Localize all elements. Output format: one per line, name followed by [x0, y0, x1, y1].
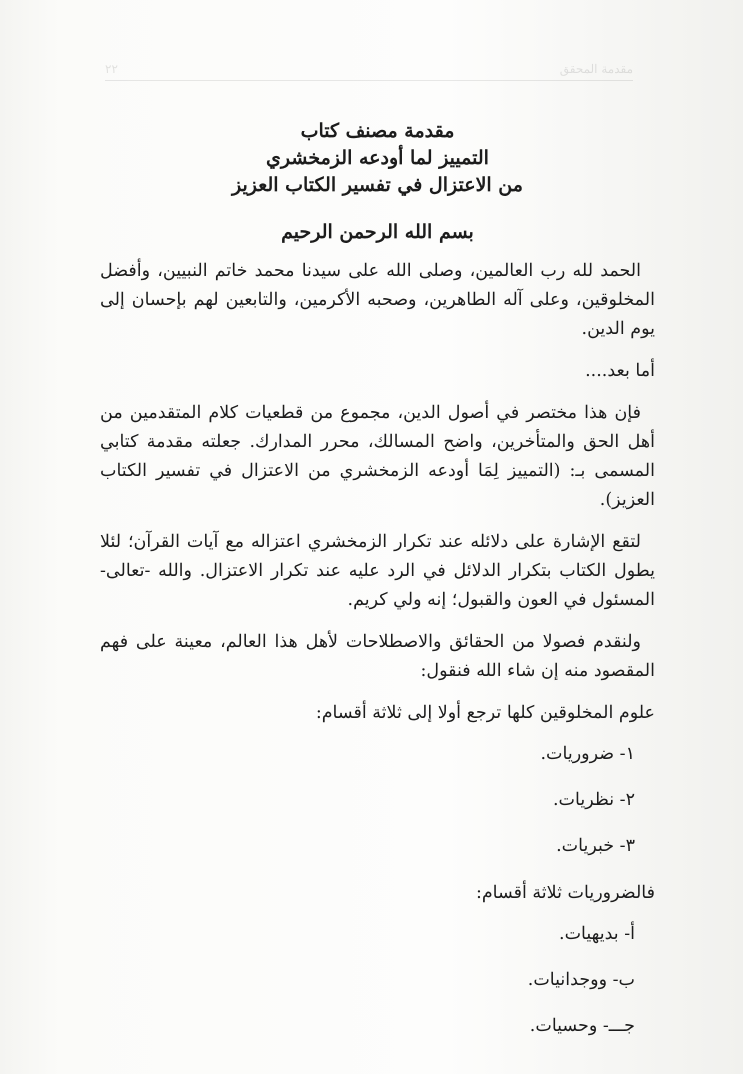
running-header-bleedthrough — [105, 62, 633, 81]
paragraph-intro: فإن هذا مختصر في أصول الدين، مجموع من قطعيات كلام المتقدمين من أهل الحق والمتأخرين، واضح المسالك، محرر المدارك. جعلته مقدمة كتابي المسمى بـ: (التمييز لِمَا أودعه الزمخشري من الاعتزال في تفسير الكتاب العزيز). — [100, 403, 655, 510]
list-item: ب- ووجدانيات. — [527, 970, 635, 990]
paragraph-necessities: فالضروريات ثلاثة أقسام: — [475, 883, 655, 903]
page-body — [100, 118, 655, 1059]
list-item: ٢- نظريات. — [552, 790, 635, 810]
list-item: ٣- خبريات. — [556, 836, 635, 856]
paragraph-categories: علوم المخلوقين كلها ترجع أولا إلى ثلاثة أقسام: — [315, 703, 655, 723]
basmala: بسم الله الرحمن الرحيم — [281, 221, 474, 243]
title-block — [100, 118, 655, 199]
paragraph-sections: ولنقدم فصولا من الحقائق والاصطلاحات لأهل هذا العالم، معينة على فهم المقصود منه إن شاء الله فنقول: — [100, 632, 655, 681]
page-number: ٢٢ — [105, 62, 118, 76]
paragraph-amma-baad: أما بعد.... — [585, 361, 655, 381]
paragraph-purpose: لتقع الإشارة على دلائله عند تكرار الزمخشري اعتزاله مع آيات القرآن؛ لئلا يطول الكتاب بتكرار الدلائل في الرد عليه عند تكرار الاعتزال. والله -تعالى- المسئول في العون والقبول؛ إنه ولي كريم. — [100, 532, 655, 610]
title-line-3: من الاعتزال في تفسير الكتاب العزيز — [232, 174, 523, 196]
list-item: أ- بديهيات. — [559, 924, 635, 944]
list-item: ١- ضروريات. — [540, 744, 635, 764]
running-title: مقدمة المحقق — [559, 62, 633, 76]
title-line-1: مقدمة مصنف كتاب — [300, 120, 455, 142]
list-item: جـــ- وحسيات. — [529, 1016, 635, 1036]
paragraph-praise: الحمد لله رب العالمين، وصلى الله على سيدنا محمد خاتم النبيين، وأفضل المخلوقين، وعلى آله الطاهرين، وصحبه الأكرمين، والتابعين لهم بإحسان إلى يوم الدين. — [100, 261, 655, 339]
title-line-2: التمييز لما أودعه الزمخشري — [266, 147, 489, 169]
